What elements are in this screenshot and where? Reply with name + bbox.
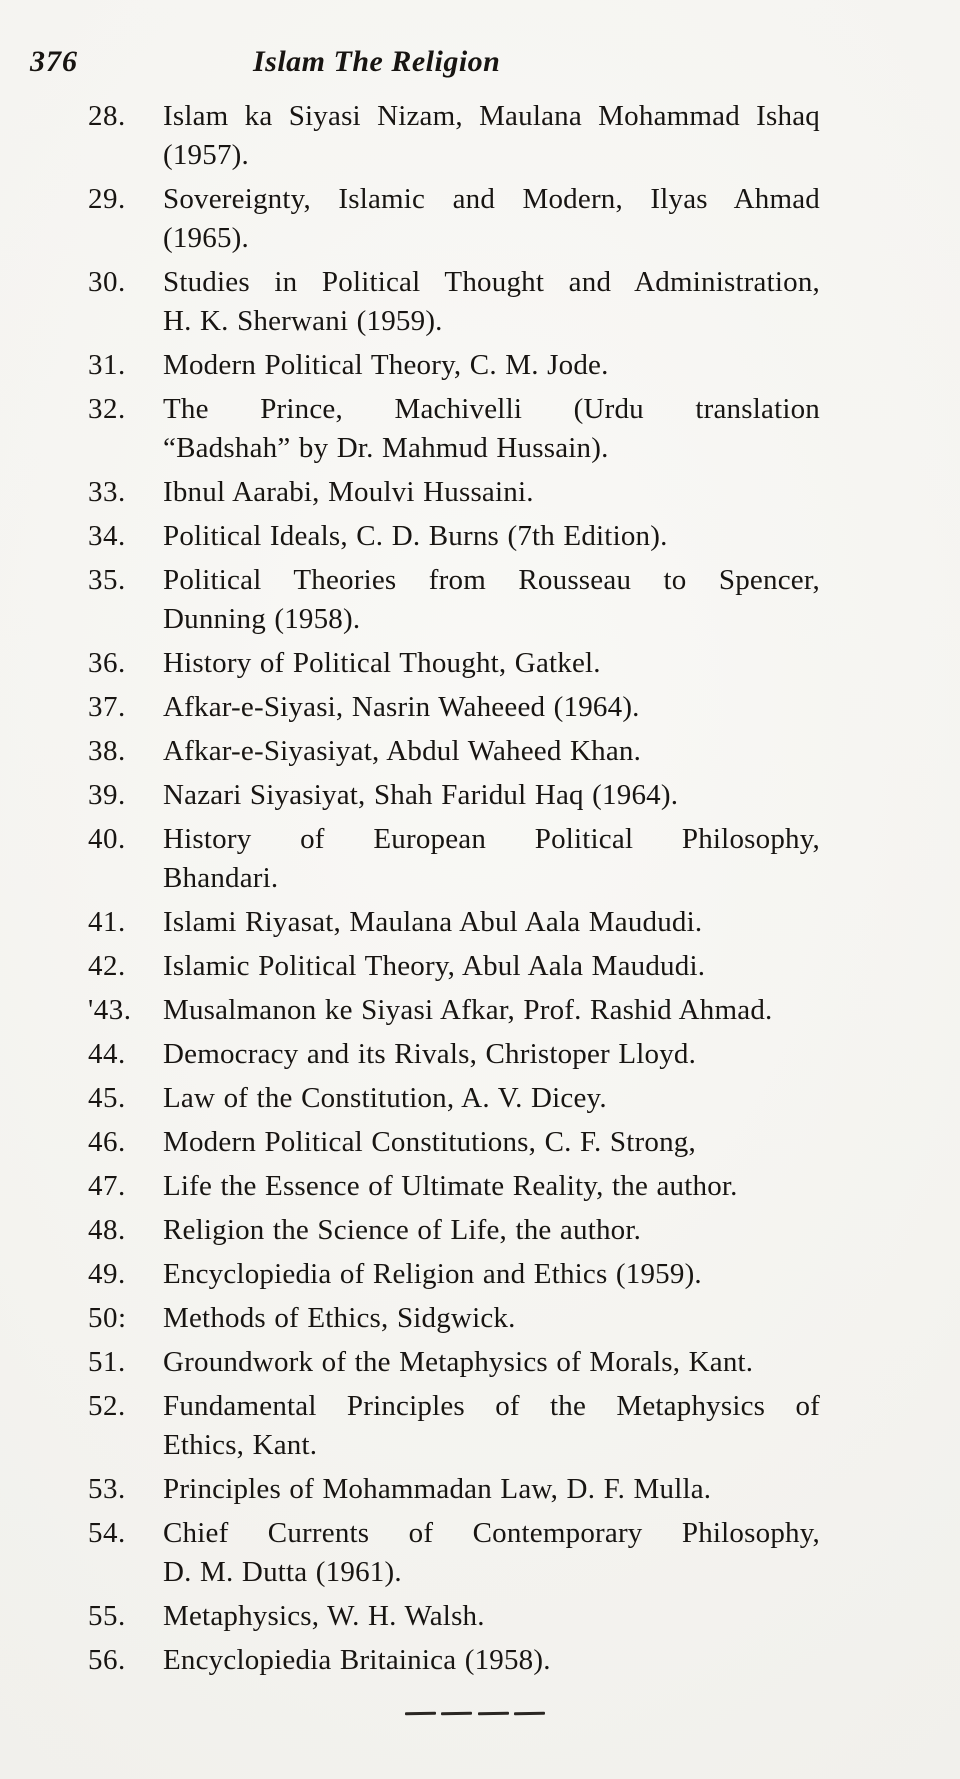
list-item <box>88 263 820 341</box>
item-text-line: Metaphysics, W. H. Walsh. <box>163 1600 485 1632</box>
item-text-line: Modern Political Constitutions, C. F. Strong, <box>163 1126 696 1158</box>
item-text-line: Political Ideals, C. D. Burns (7th Edition). <box>163 520 668 552</box>
item-text <box>163 473 820 512</box>
item-text <box>163 1387 820 1465</box>
item-text-line: Musalmanon ke Siyasi Afkar, Prof. Rashid Ahmad. <box>163 994 773 1026</box>
item-number: 48. <box>88 1214 126 1246</box>
list-item <box>88 1123 820 1162</box>
list-item <box>88 1299 820 1338</box>
item-number: 39. <box>88 779 126 811</box>
end-rule-dash <box>478 1712 509 1716</box>
list-item <box>88 820 820 898</box>
end-rule-dash <box>441 1712 472 1716</box>
list-item <box>88 991 820 1030</box>
list-item <box>88 1641 820 1680</box>
item-text <box>163 180 820 258</box>
item-number: 40. <box>88 823 126 855</box>
item-text-line: Political Theories from Rousseau to Spencer, <box>163 564 820 596</box>
item-text-line: (1965). <box>163 222 249 254</box>
item-text-line: Encyclopiedia Britainica (1958). <box>163 1644 551 1676</box>
item-text-line: Sovereignty, Islamic and Modern, Ilyas Ahmad <box>163 183 820 215</box>
item-number: 52. <box>88 1390 126 1422</box>
list-item <box>88 688 820 727</box>
running-title: Islam The Religion <box>253 45 501 78</box>
item-number: 56. <box>88 1644 126 1676</box>
item-number: 35. <box>88 564 126 596</box>
list-item <box>88 1387 820 1465</box>
item-text-line: Principles of Mohammadan Law, D. F. Mulla. <box>163 1473 712 1505</box>
list-item <box>88 1211 820 1250</box>
item-number: 53. <box>88 1473 126 1505</box>
list-item <box>88 1514 820 1592</box>
item-text <box>163 1514 820 1592</box>
item-text-line: “Badshah” by Dr. Mahmud Hussain). <box>163 432 609 464</box>
list-item <box>88 517 820 556</box>
item-number: 32. <box>88 393 126 425</box>
item-text-line: Life the Essence of Ultimate Reality, the author. <box>163 1170 738 1202</box>
item-text <box>163 263 820 341</box>
item-number: 29. <box>88 183 126 215</box>
item-text <box>163 1299 820 1338</box>
item-text <box>163 688 820 727</box>
item-text-line: Afkar-e-Siyasi, Nasrin Waheeed (1964). <box>163 691 640 723</box>
bibliography-list <box>88 97 820 1685</box>
item-number: 36. <box>88 647 126 679</box>
item-number: 33. <box>88 476 126 508</box>
item-text-line: Studies in Political Thought and Administration, <box>163 266 820 298</box>
item-text-line: Afkar-e-Siyasiyat, Abdul Waheed Khan. <box>163 735 642 767</box>
list-item <box>88 947 820 986</box>
end-rule-dash <box>514 1712 545 1716</box>
list-item <box>88 473 820 512</box>
item-text <box>163 1470 820 1509</box>
list-item <box>88 346 820 385</box>
item-number: 45. <box>88 1082 126 1114</box>
item-text-line: D. M. Dutta (1961). <box>163 1556 402 1588</box>
list-item <box>88 1470 820 1509</box>
item-text <box>163 1167 820 1206</box>
item-text <box>163 903 820 942</box>
item-text-line: Fundamental Principles of the Metaphysics of <box>163 1390 820 1422</box>
item-text-line: Nazari Siyasiyat, Shah Faridul Haq (1964). <box>163 779 679 811</box>
item-number: 55. <box>88 1600 126 1632</box>
item-text-line: Democracy and its Rivals, Christoper Lloyd. <box>163 1038 697 1070</box>
item-text-line: Islami Riyasat, Maulana Abul Aala Maududi. <box>163 906 703 938</box>
list-item <box>88 644 820 683</box>
item-number: 41. <box>88 906 126 938</box>
item-number: 31. <box>88 349 126 381</box>
list-item <box>88 97 820 175</box>
list-item <box>88 1597 820 1636</box>
item-text <box>163 1211 820 1250</box>
item-number: 28. <box>88 100 126 132</box>
item-number: 46. <box>88 1126 126 1158</box>
item-text-line: History of European Political Philosophy, <box>163 823 820 855</box>
item-number: 30. <box>88 266 126 298</box>
item-text-line: (1957). <box>163 139 249 171</box>
item-number: 44. <box>88 1038 126 1070</box>
item-text-line: Encyclopiedia of Religion and Ethics (1959). <box>163 1258 702 1290</box>
list-item <box>88 903 820 942</box>
list-item <box>88 732 820 771</box>
item-text-line: The Prince, Machivelli (Urdu translation <box>163 393 820 425</box>
item-text-line: Islam ka Siyasi Nizam, Maulana Mohammad Ishaq <box>163 100 820 132</box>
item-text-line: Methods of Ethics, Sidgwick. <box>163 1302 516 1334</box>
list-item <box>88 561 820 639</box>
item-text <box>163 517 820 556</box>
item-text <box>163 776 820 815</box>
item-text <box>163 1079 820 1118</box>
item-text <box>163 947 820 986</box>
item-text-line: H. K. Sherwani (1959). <box>163 305 443 337</box>
item-text <box>163 820 820 898</box>
item-number: 34. <box>88 520 126 552</box>
item-number: 42. <box>88 950 126 982</box>
item-text-line: History of Political Thought, Gatkel. <box>163 647 601 679</box>
item-text-line: Religion the Science of Life, the author. <box>163 1214 642 1246</box>
item-number: 49. <box>88 1258 126 1290</box>
item-text <box>163 1597 820 1636</box>
list-item <box>88 1035 820 1074</box>
end-rule <box>405 1712 545 1715</box>
item-text-line: Modern Political Theory, C. M. Jode. <box>163 349 609 381</box>
item-text-line: Islamic Political Theory, Abul Aala Maududi. <box>163 950 706 982</box>
item-text-line: Ibnul Aarabi, Moulvi Hussaini. <box>163 476 534 508</box>
item-text <box>163 97 820 175</box>
list-item <box>88 1167 820 1206</box>
item-text-line: Ethics, Kant. <box>163 1429 318 1461</box>
item-number: 37. <box>88 691 126 723</box>
item-text <box>163 1343 820 1382</box>
list-item <box>88 776 820 815</box>
item-number: '43. <box>88 994 132 1026</box>
list-item <box>88 1079 820 1118</box>
item-number: 51. <box>88 1346 126 1378</box>
list-item <box>88 1343 820 1382</box>
page-header <box>0 44 960 84</box>
item-text <box>163 1641 820 1680</box>
item-text <box>163 991 820 1030</box>
end-rule-dash <box>405 1712 436 1716</box>
item-number: 47. <box>88 1170 126 1202</box>
item-number: 38. <box>88 735 126 767</box>
item-text-line: Law of the Constitution, A. V. Dicey. <box>163 1082 607 1114</box>
list-item <box>88 180 820 258</box>
page-number: 376 <box>30 45 78 78</box>
item-text <box>163 561 820 639</box>
item-text <box>163 1255 820 1294</box>
item-text <box>163 1035 820 1074</box>
item-text-line: Dunning (1958). <box>163 603 361 635</box>
item-text-line: Chief Currents of Contemporary Philosophy, <box>163 1517 820 1549</box>
item-text <box>163 390 820 468</box>
item-text <box>163 644 820 683</box>
item-number: 54. <box>88 1517 126 1549</box>
item-number: 50: <box>88 1302 127 1334</box>
item-text <box>163 1123 820 1162</box>
item-text-line: Groundwork of the Metaphysics of Morals, Kant. <box>163 1346 754 1378</box>
list-item <box>88 1255 820 1294</box>
item-text-line: Bhandari. <box>163 862 279 894</box>
item-text <box>163 732 820 771</box>
item-text <box>163 346 820 385</box>
list-item <box>88 390 820 468</box>
